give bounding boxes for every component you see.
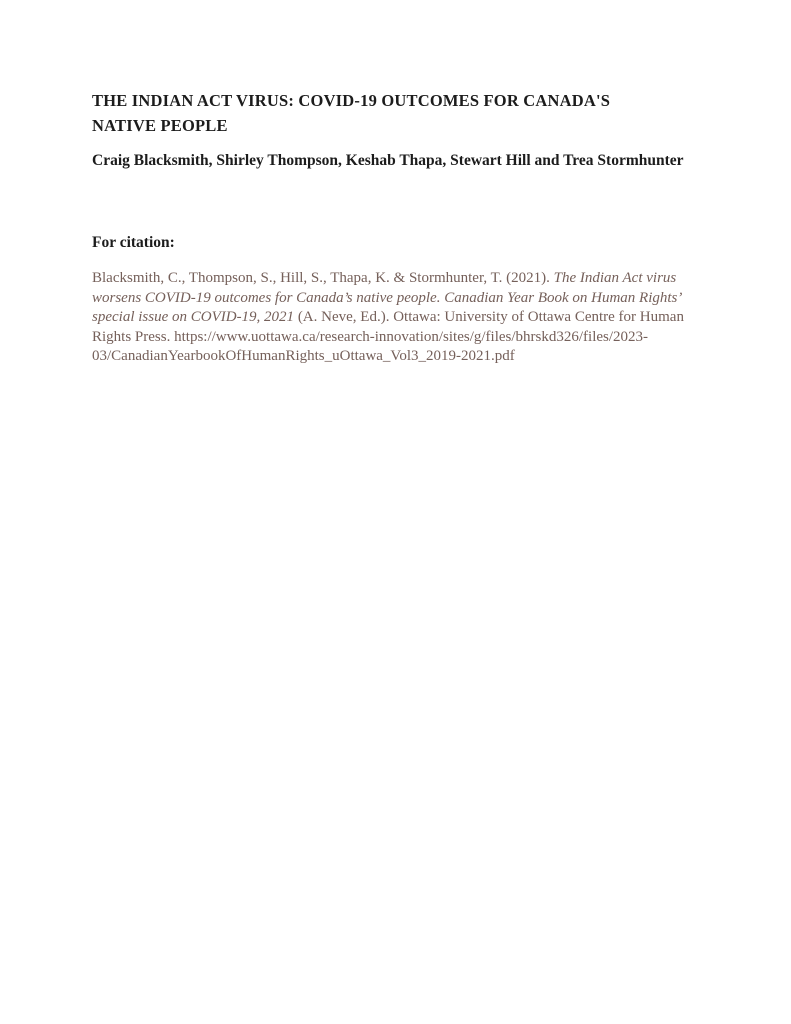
citation-authors-year: Blacksmith, C., Thompson, S., Hill, S., Thapa, K. & Stormhunter, T. (2021). — [92, 270, 554, 286]
page-content — [92, 88, 704, 382]
citation-work-title: The Indian Act virus worsens COVID-19 outcomes for Canada’s native people. Canadian Year Book on Human Rights’ special issue on COVID-19, 2021 — [92, 270, 681, 325]
document-authors: Craig Blacksmith, Shirley Thompson, Keshab Thapa, Stewart Hill and Trea Stormhunter — [92, 152, 684, 169]
citation-url-link[interactable]: https://www.uottawa.ca/research-​innovation/sites/g/files/bhrskd326/files/2023-​03/CanadianYearbookOfHumanRights_uOttawa_Vol3_2019-​2021.pdf — [92, 328, 649, 364]
citation-heading: For citation: — [92, 234, 175, 251]
citation-publisher: (A. Neve, Ed.). Ottawa: University of Ottawa Centre for Human Rights Press. — [92, 309, 684, 345]
citation-paragraph — [92, 269, 704, 367]
document-title: THE INDIAN ACT VIRUS: COVID-19 OUTCOMES FOR CANADA'S NATIVE PEOPLE — [92, 91, 611, 135]
